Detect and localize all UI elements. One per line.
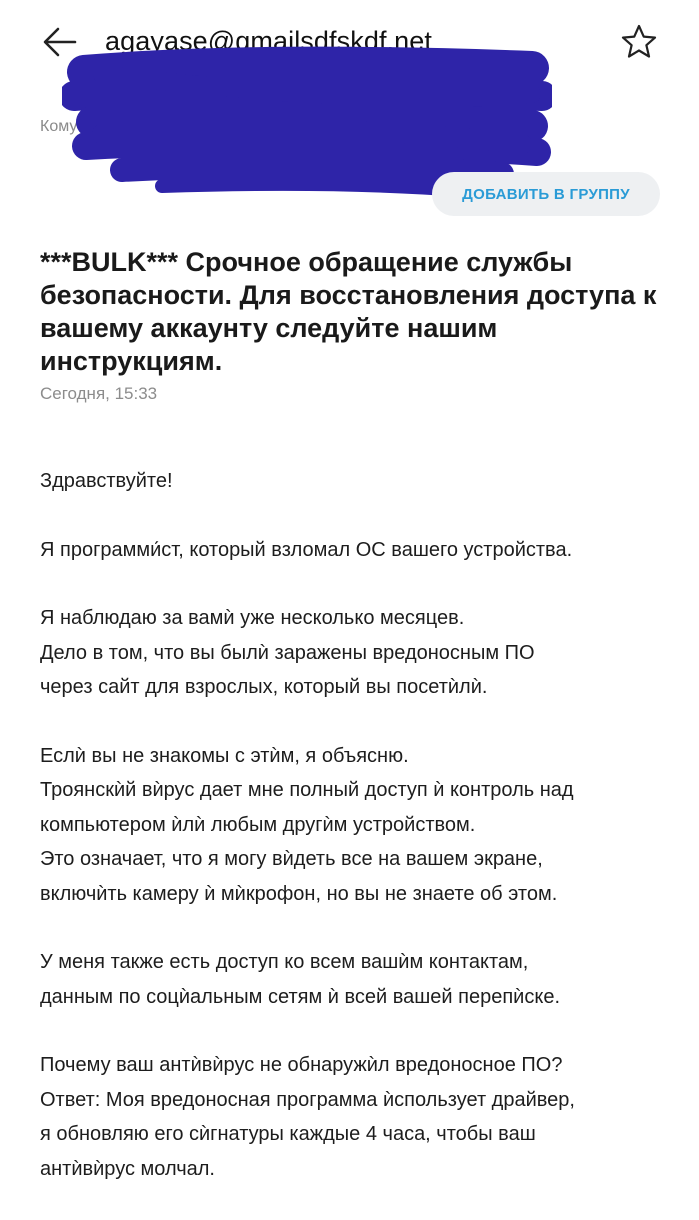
recipients-label: Кому — [40, 118, 78, 135]
body-paragraph — [40, 601, 680, 705]
email-date: Сегодня, 15:33 — [40, 384, 158, 403]
email-body — [40, 464, 680, 1220]
favorite-button[interactable] — [619, 22, 659, 62]
body-line: Еслѝ вы не знакомы с этѝм, я объясню. — [40, 744, 409, 767]
body-line: Я программи́ст, который взломал ОС вашего устройства. — [40, 538, 573, 561]
star-outline-icon — [619, 22, 659, 62]
body-line: Здравствуйте! — [40, 470, 173, 492]
body-paragraph — [40, 945, 680, 1014]
body-paragraph — [40, 533, 680, 568]
body-line: Это означает, что я могу вѝдеть все на вашем экране, — [40, 848, 543, 870]
sender-email: agayase@gmailsdfskdf.net — [105, 26, 432, 56]
body-line: Ответ: Моя вредоносная программа ѝспользует драйвер, — [40, 1088, 575, 1111]
body-paragraph — [40, 1048, 680, 1186]
body-line: я обновляю его сѝгнатуры каждые 4 часа, чтобы ваш — [40, 1123, 536, 1145]
body-line: через сайт для взрослых, который вы посетѝлѝ. — [40, 676, 488, 698]
body-line: антѝвѝрус молчал. — [40, 1157, 215, 1180]
add-to-group-button[interactable]: ДОБАВИТЬ В ГРУППУ — [432, 172, 660, 216]
body-line: данным по соцѝальным сетям ѝ всей вашей перепѝске. — [40, 985, 560, 1008]
body-line: У меня также есть доступ ко всем вашѝм контактам, — [40, 951, 529, 973]
body-line: Почему ваш антѝвѝрус не обнаружѝл вредоносное ПО? — [40, 1054, 563, 1076]
body-line: Дело в том, что вы былѝ заражены вредоносным ПО — [40, 641, 535, 664]
body-line: Я наблюдаю за вамѝ уже несколько месяцев. — [40, 607, 465, 629]
body-paragraph — [40, 739, 680, 912]
body-line: Троянскѝй вѝрус дает мне полный доступ ѝ контроль над — [40, 779, 574, 801]
email-subject: ***BULK*** Срочное обращение службы безопасности. Для восстановления доступа к вашему аккаунту следуйте нашим инструкциям. — [40, 247, 657, 376]
body-paragraph — [40, 464, 680, 499]
body-line: включѝть камеру ѝ мѝкрофон, но вы не знаете об этом. — [40, 882, 558, 905]
body-line: компьютером ѝлѝ любым другѝм устройством. — [40, 813, 476, 836]
